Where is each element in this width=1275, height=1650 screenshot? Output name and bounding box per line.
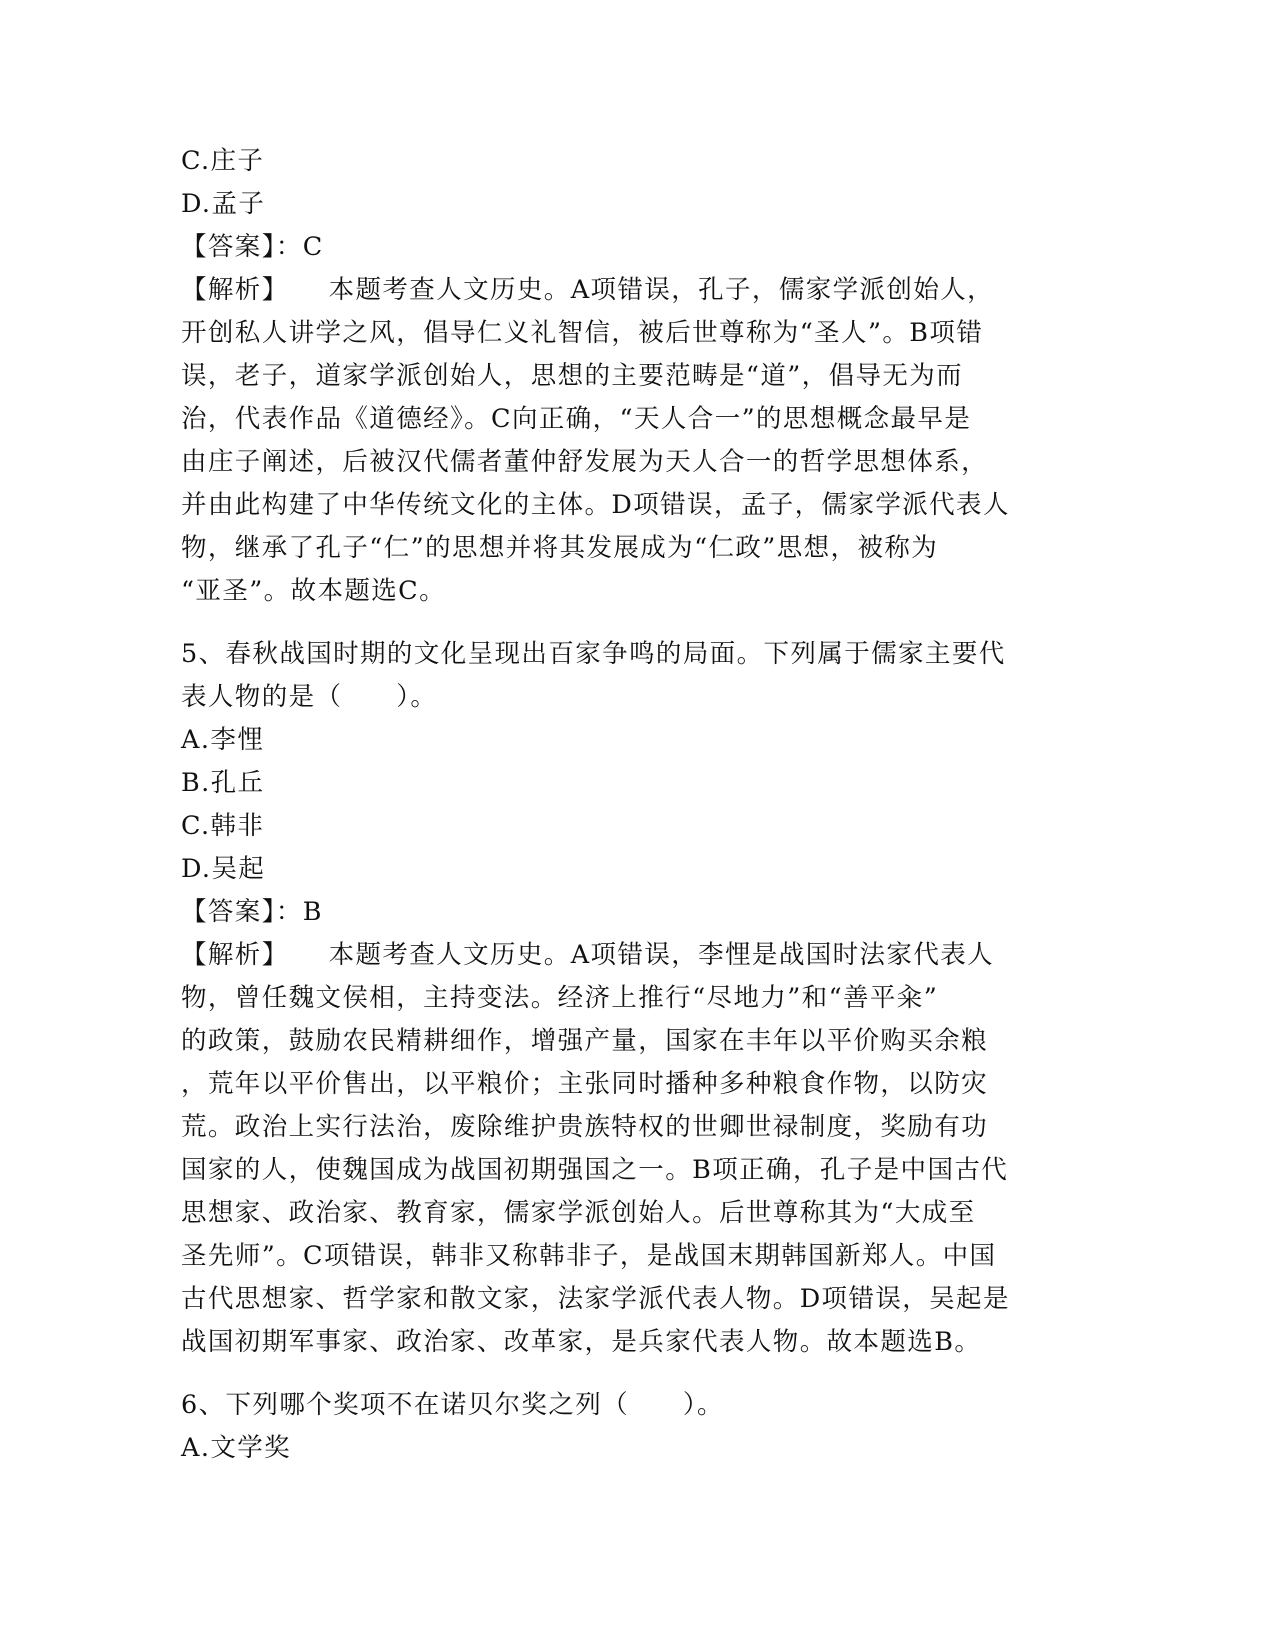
q4-option-c: C.庄子 [181,146,265,176]
q4-analysis-line: 由庄子阐述，后被汉代儒者董仲舒发展为天人合一的哲学思想体系， [181,447,989,477]
q5-analysis-line: 圣先师”。C项错误，韩非又称韩非子，是战国末期韩国新郑人。中国 [181,1241,997,1271]
analysis-label: 【解析】 [181,275,289,305]
q5-analysis-line: 战国初期军事家、政治家、改革家，是兵家代表人物。故本题选B。 [181,1327,982,1357]
q4-analysis-line: 开创私人讲学之风，倡导仁义礼智信，被后世尊称为“圣人”。B项错 [181,318,984,348]
answer-label: 【答案】： [181,232,303,262]
q6-option-a: A.文学奖 [181,1433,292,1463]
answer-value: C [302,232,324,262]
answer-value: B [302,897,323,927]
q4-analysis-line: 误，老子，道家学派创始人，思想的主要范畴是“道”，倡导无为而 [181,361,964,391]
q4-analysis-line: 物，继承了孔子“仁”的思想并将其发展成为“仁政”思想，被称为 [181,533,939,563]
q4-option-d: D.孟子 [181,189,266,219]
q5-answer [181,891,1081,934]
q5-option-c: C.韩非 [181,811,265,841]
answer-label: 【答案】： [181,897,303,927]
q5-analysis-line: 荒。政治上实行法治，废除维护贵族特权的世卿世禄制度，奖励有功 [181,1112,989,1142]
q4-answer [181,226,1081,269]
q5-analysis-line: 【解析】 本题考查人文历史。A项错误，李悝是战国时法家代表人 [181,940,995,970]
q5-analysis-line: 思想家、政治家、教育家，儒家学派创始人。后世尊称其为“大成至 [181,1198,976,1228]
analysis-label: 【解析】 [181,940,289,970]
q5-stem-line: 表人物的是（ ）。 [181,682,438,712]
q5-option-d: D.吴起 [181,854,266,884]
q4-analysis-line: 【解析】 本题考查人文历史。A项错误，孔子，儒家学派创始人， [181,275,995,305]
q5-analysis-line: 国家的人，使魏国成为战国初期强国之一。B项正确，孔子是中国古代 [181,1155,1009,1185]
document-page [181,140,1081,1470]
q5-analysis-line: 的政策，鼓励农民精耕细作，增强产量，国家在丰年以平价购买余粮 [181,1026,989,1056]
q5-option-b: B.孔丘 [181,768,265,798]
q4-analysis-line: 治，代表作品《道德经》。C向正确，“天人合一”的思想概念最早是 [181,404,972,434]
q6-stem: 6、下列哪个奖项不在诺贝尔奖之列（ ）。 [181,1390,724,1420]
q5-analysis-line: 古代思想家、哲学家和散文家，法家学派代表人物。D项错误，吴起是 [181,1284,1010,1314]
q4-analysis-line: 并由此构建了中华传统文化的主体。D项错误，孟子，儒家学派代表人 [181,490,1010,520]
q5-option-a: A.李悝 [181,725,265,755]
q5-stem-line: 5、春秋战国时期的文化呈现出百家争鸣的局面。下列属于儒家主要代 [181,639,1006,669]
q5-analysis-line: ，荒年以平价售出，以平粮价；主张同时播种多种粮食作物，以防灾 [181,1069,989,1099]
q5-analysis-line: 物，曾任魏文侯相，主持变法。经济上推行“尽地力”和“善平籴” [181,983,939,1013]
q4-analysis-line: “亚圣”。故本题选C。 [181,576,446,606]
